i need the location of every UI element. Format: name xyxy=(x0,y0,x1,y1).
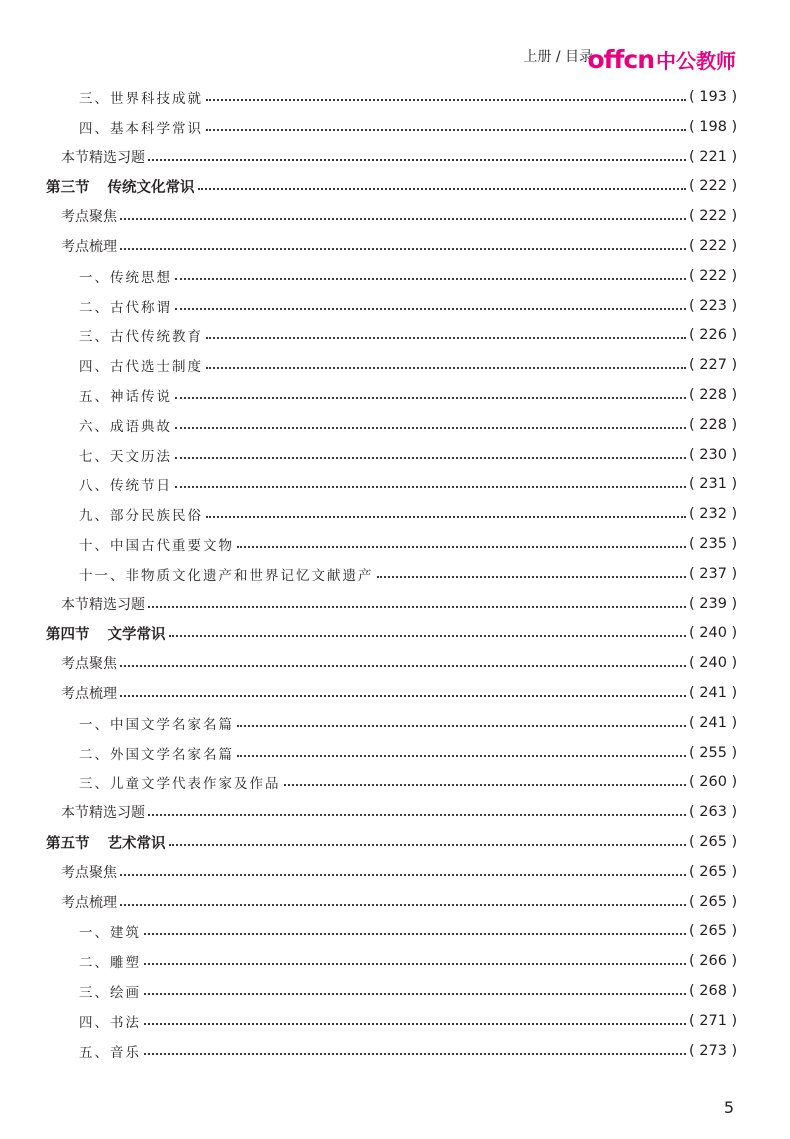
dot-leader xyxy=(120,248,686,250)
toc-page-number: ( 265 ) xyxy=(689,923,738,940)
dot-leader xyxy=(169,635,687,637)
toc-section-number: 第三节 xyxy=(46,179,90,196)
toc-entry-label xyxy=(46,176,195,197)
toc-entry-label: 一、中国文学名家名篇 xyxy=(79,716,234,733)
toc-entry-label: 九、部分民族民俗 xyxy=(79,508,203,525)
dot-leader xyxy=(175,486,686,488)
page-number: 5 xyxy=(723,1098,734,1117)
toc-section-title: 传统文化常识 xyxy=(107,179,195,196)
toc-entry[interactable] xyxy=(61,204,737,228)
toc-entry[interactable] xyxy=(61,681,737,705)
toc-page-number: ( 266 ) xyxy=(689,953,738,970)
dot-leader xyxy=(206,367,686,369)
toc-entry-label: 本节精选习题 xyxy=(61,805,145,822)
toc-entry-label: 十、中国古代重要文物 xyxy=(79,538,234,554)
toc-section-title: 文学常识 xyxy=(107,626,166,643)
toc-page-number: ( 222 ) xyxy=(689,238,738,254)
toc-entry-label: 三、世界科技成就 xyxy=(79,91,203,107)
toc-page-number: ( 222 ) xyxy=(689,267,738,284)
dot-leader xyxy=(148,159,686,161)
toc-page-number: ( 265 ) xyxy=(689,834,738,850)
toc-entry-label: 三、儿童文学代表作家及作品 xyxy=(79,776,281,793)
dot-leader xyxy=(144,1023,686,1025)
toc-entry-label: 三、古代传统教育 xyxy=(79,329,203,346)
toc-page-number: ( 237 ) xyxy=(689,565,738,582)
dot-leader xyxy=(377,576,687,578)
toc-entry[interactable] xyxy=(79,562,737,586)
toc-entry-label: 考点聚焦 xyxy=(61,209,117,226)
toc-entry[interactable] xyxy=(46,830,737,854)
dot-leader xyxy=(206,337,686,339)
toc-page-number: ( 240 ) xyxy=(689,655,738,672)
toc-page-number: ( 263 ) xyxy=(689,804,738,821)
dot-leader xyxy=(120,904,686,906)
toc-page-number: ( 260 ) xyxy=(689,774,738,791)
toc-page-number: ( 221 ) xyxy=(689,148,738,165)
toc-entry-label: 一、传统思想 xyxy=(79,269,172,286)
dot-leader xyxy=(198,188,687,190)
toc-entry[interactable] xyxy=(79,770,737,794)
toc-entry-label: 考点梳理 xyxy=(61,239,117,255)
toc-entry[interactable] xyxy=(79,741,737,765)
toc-entry-label: 考点聚焦 xyxy=(61,656,117,673)
toc-entry[interactable] xyxy=(61,800,737,824)
dot-leader xyxy=(284,784,687,786)
toc-entry[interactable] xyxy=(79,472,737,496)
toc-entry[interactable] xyxy=(46,174,737,198)
dot-leader xyxy=(120,218,686,220)
toc-page-number: ( 228 ) xyxy=(689,387,738,403)
dot-leader xyxy=(237,725,686,727)
toc-entry-label: 七、天文历法 xyxy=(79,448,172,465)
dot-leader xyxy=(120,874,686,876)
toc-entry-label: 三、绘画 xyxy=(79,985,141,1001)
toc-entry-label: 本节精选习题 xyxy=(61,596,145,613)
toc-entry[interactable] xyxy=(79,532,737,556)
toc-entry[interactable] xyxy=(79,443,737,467)
toc-entry[interactable] xyxy=(79,413,737,437)
toc-section-title: 艺术常识 xyxy=(107,835,166,852)
toc-entry[interactable] xyxy=(79,353,737,377)
toc-entry[interactable] xyxy=(79,294,737,318)
dot-leader xyxy=(175,278,686,280)
toc-entry[interactable] xyxy=(79,502,737,526)
dot-leader xyxy=(144,1053,686,1055)
breadcrumb: 上册 / 目录 xyxy=(523,49,593,65)
logo-name: 中公教师 xyxy=(656,49,736,73)
toc-entry-label: 八、传统节日 xyxy=(79,478,172,495)
toc-entry-label: 二、外国文学名家名篇 xyxy=(79,746,234,763)
toc-entry-label: 五、音乐 xyxy=(79,1044,141,1061)
toc-entry[interactable] xyxy=(79,264,737,288)
dot-leader xyxy=(148,606,686,608)
toc-entry[interactable] xyxy=(61,145,737,169)
toc-page-number: ( 230 ) xyxy=(689,446,738,463)
toc-page-number: ( 240 ) xyxy=(689,625,738,642)
toc-entry-label: 四、书法 xyxy=(79,1014,141,1031)
toc-page-number: ( 232 ) xyxy=(689,506,738,523)
toc-page-number: ( 265 ) xyxy=(689,863,738,880)
toc-entry[interactable] xyxy=(61,234,737,258)
toc-page-number: ( 271 ) xyxy=(689,1012,738,1029)
dot-leader xyxy=(175,427,686,429)
toc-page-number: ( 226 ) xyxy=(689,327,738,344)
toc-page-number: ( 265 ) xyxy=(689,893,738,910)
dot-leader xyxy=(120,695,686,697)
toc-page-number: ( 241 ) xyxy=(689,685,738,701)
dot-leader xyxy=(237,755,686,757)
toc-entry[interactable] xyxy=(46,621,737,645)
toc-page-number: ( 231 ) xyxy=(689,476,738,493)
toc-page-number: ( 222 ) xyxy=(689,208,738,225)
toc-entry-label: 六、成语典故 xyxy=(79,418,172,435)
dot-leader xyxy=(237,546,686,548)
dot-leader xyxy=(206,516,686,518)
toc-entry-label: 考点聚焦 xyxy=(61,864,117,881)
toc-entry[interactable] xyxy=(79,711,737,735)
dot-leader xyxy=(144,963,686,965)
dot-leader xyxy=(175,457,686,459)
toc-entry[interactable] xyxy=(61,890,737,914)
offcn-logo xyxy=(587,32,736,72)
toc-entry[interactable] xyxy=(79,323,737,347)
toc-entry-label: 二、雕塑 xyxy=(79,955,141,972)
toc-entry[interactable] xyxy=(79,1039,737,1063)
toc-page-number: ( 235 ) xyxy=(689,536,738,552)
toc-entry[interactable] xyxy=(61,592,737,616)
toc-entry-label: 四、基本科学常识 xyxy=(79,120,203,137)
toc-entry[interactable] xyxy=(79,979,737,1003)
toc-entry[interactable] xyxy=(79,949,737,973)
toc-entry-label: 二、古代称谓 xyxy=(79,299,172,316)
toc-page-number: ( 228 ) xyxy=(689,416,738,433)
toc-page-number: ( 239 ) xyxy=(689,595,738,612)
toc-section-number: 第四节 xyxy=(46,626,90,643)
toc-entry-label xyxy=(46,832,166,853)
toc-entry-label: 四、古代选士制度 xyxy=(79,359,203,376)
toc-entry-label: 考点梳理 xyxy=(61,686,117,702)
toc-entry-label xyxy=(46,623,166,644)
dot-leader xyxy=(175,308,686,310)
page-header xyxy=(0,0,790,80)
toc-entry-label: 考点梳理 xyxy=(61,894,117,911)
toc-page-number: ( 223 ) xyxy=(689,297,738,314)
toc-entry-label: 一、建筑 xyxy=(79,925,141,942)
toc-entry[interactable] xyxy=(79,919,737,943)
toc-entry[interactable] xyxy=(79,383,737,407)
toc-entry-label: 五、神话传说 xyxy=(79,389,172,405)
toc-page-number: ( 255 ) xyxy=(689,744,738,761)
toc-entry[interactable] xyxy=(61,860,737,884)
toc-entry[interactable] xyxy=(61,651,737,675)
dot-leader xyxy=(148,814,686,816)
toc-entry-label: 本节精选习题 xyxy=(61,149,145,166)
toc-section-number: 第五节 xyxy=(46,835,90,852)
dot-leader xyxy=(175,397,686,399)
toc-page-number: ( 227 ) xyxy=(689,357,738,374)
dot-leader xyxy=(206,129,686,131)
toc-page-number: ( 198 ) xyxy=(689,118,738,135)
toc-page-number: ( 273 ) xyxy=(689,1042,738,1059)
toc-entry[interactable] xyxy=(79,115,737,139)
toc-entry[interactable] xyxy=(79,85,737,109)
dot-leader xyxy=(120,665,686,667)
toc-entry-label: 十一、非物质文化遗产和世界记忆文献遗产 xyxy=(79,567,374,584)
logo-mark: offcn xyxy=(587,45,654,74)
toc-page-number: ( 268 ) xyxy=(689,983,738,999)
toc-entry[interactable] xyxy=(79,1009,737,1033)
dot-leader xyxy=(144,993,686,995)
toc-page-number: ( 222 ) xyxy=(689,178,738,195)
dot-leader xyxy=(169,844,687,846)
dot-leader xyxy=(206,99,686,101)
dot-leader xyxy=(144,933,686,935)
toc-page-number: ( 193 ) xyxy=(689,89,738,105)
toc-page-number: ( 241 ) xyxy=(689,714,738,731)
